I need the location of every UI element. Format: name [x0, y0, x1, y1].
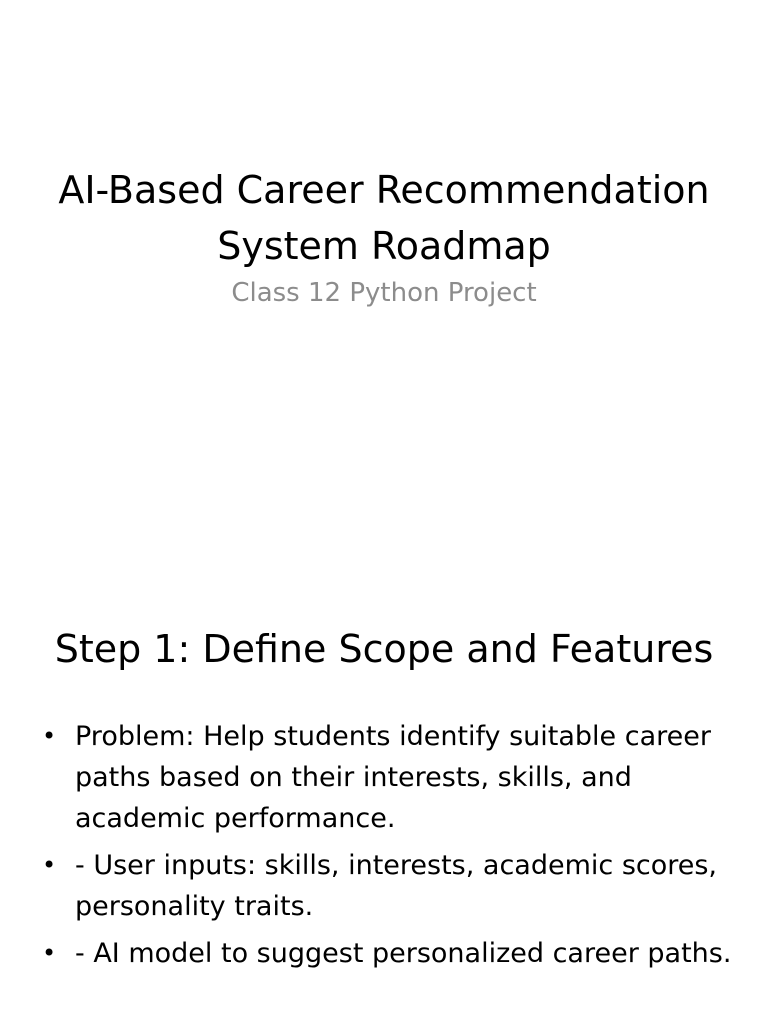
content-slide-step-1 — [0, 576, 768, 1024]
bullet-item-problem — [42, 716, 732, 839]
bullet-item-ai-model — [42, 933, 732, 974]
bullet-text: - AI model to suggest personalized career paths. — [75, 938, 732, 969]
bullet-list — [42, 716, 732, 980]
title-block — [0, 162, 768, 312]
presentation-subtitle: Class 12 Python Project — [231, 278, 537, 308]
bullet-item-user-inputs — [42, 845, 732, 927]
bullet-text: - User inputs: skills, interests, academic scores, personality traits. — [75, 850, 718, 922]
bullet-text: Problem: Help students identify suitable career paths based on their interests, skills, and academic performance. — [75, 721, 711, 834]
bullet-icon: • — [42, 722, 57, 750]
bullet-icon: • — [42, 939, 57, 967]
slide-title: Step 1: Define Scope and Features — [54, 627, 714, 671]
bullet-icon: • — [42, 851, 57, 879]
presentation-title: AI-Based Career Recommendation System Roadmap — [58, 168, 710, 268]
